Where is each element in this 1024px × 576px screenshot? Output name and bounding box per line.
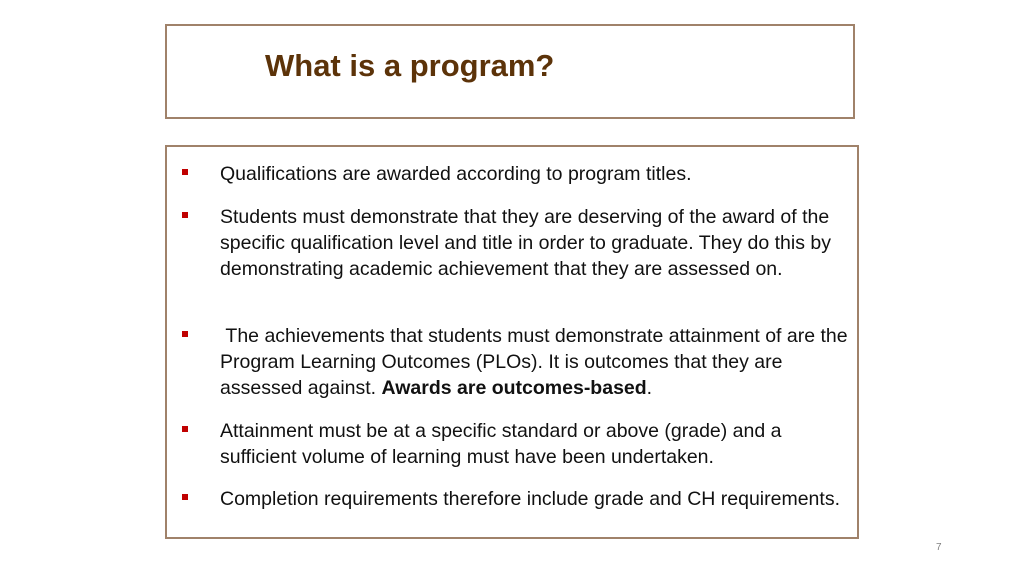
bullet-text (220, 323, 854, 401)
bullet-text-part: . (646, 377, 653, 399)
bullet-text: Attainment must be at a specific standard or above (grade) and a sufficient volume of learning must have been undertaken. (220, 420, 782, 468)
square-bullet-icon (182, 331, 188, 337)
bullet-text-part: The achievements that students must demonstrate attainment of are the Program Learning Outcomes (PLOs). It is outcomes that they are assessed against. (220, 325, 854, 399)
slide-title: What is a program? (265, 48, 555, 83)
page-number: 7 (936, 542, 942, 553)
content-box (165, 145, 859, 539)
square-bullet-icon (182, 212, 188, 218)
square-bullet-icon (182, 494, 188, 500)
bullet-text: Completion requirements therefore include grade and CH requirements. (220, 488, 840, 510)
bullet-text: Students must demonstrate that they are deserving of the award of the specific qualification level and title in order to graduate. They do this by demonstrating academic achievement that they are assessed on. (220, 206, 831, 280)
title-box (165, 24, 855, 119)
square-bullet-icon (182, 169, 188, 175)
bullet-text: Qualifications are awarded according to program titles. (220, 163, 692, 185)
bullet-emphasis: Awards are outcomes-based (381, 377, 647, 399)
square-bullet-icon (182, 426, 188, 432)
